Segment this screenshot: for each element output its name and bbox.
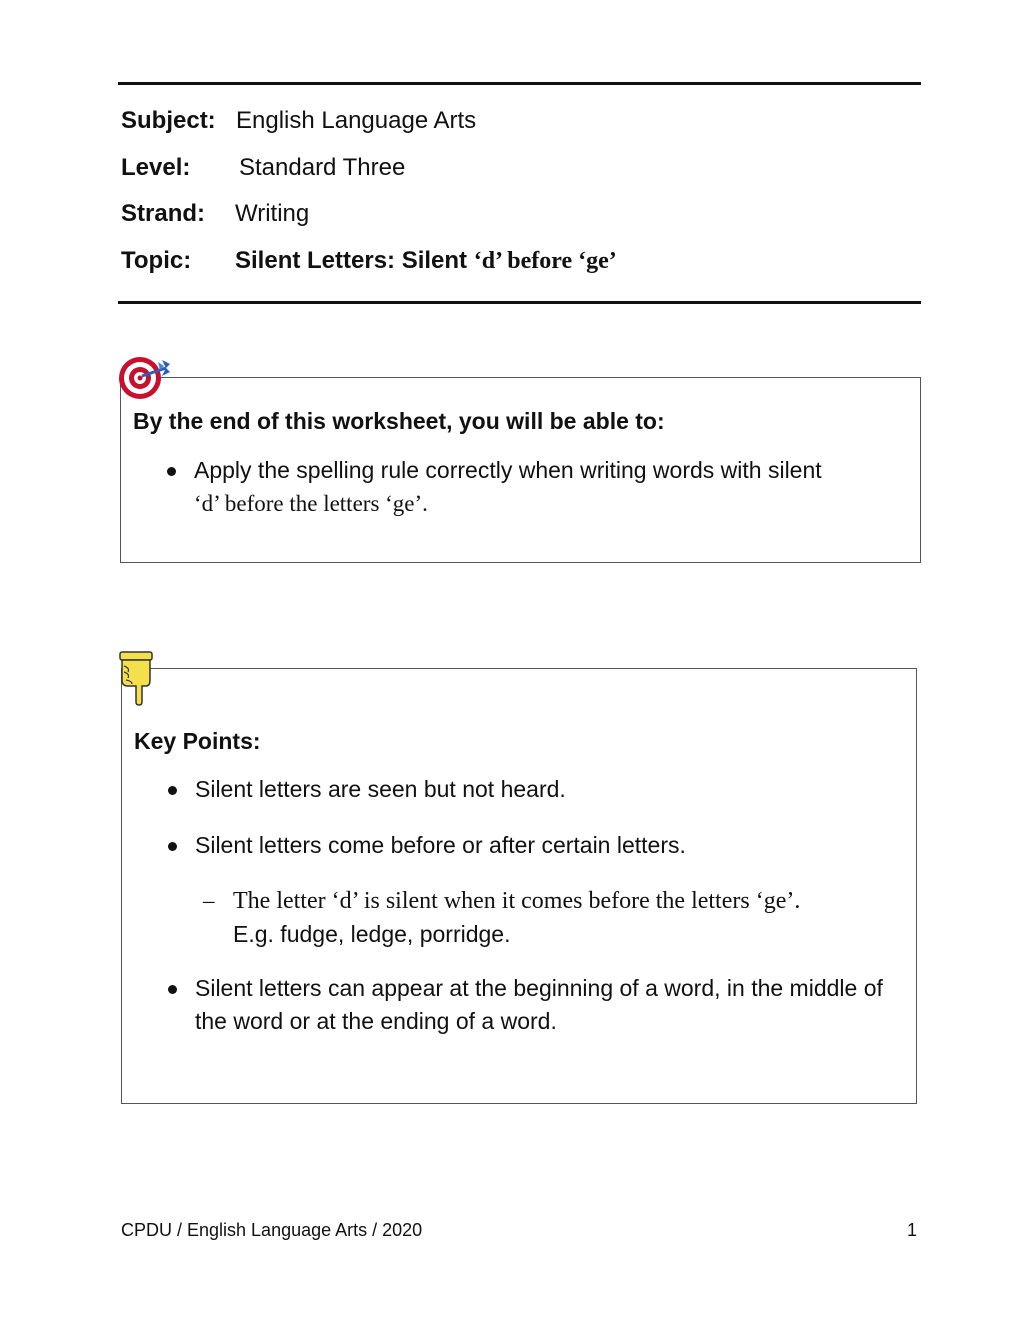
topic-value-part1: Silent Letters: Silent xyxy=(235,247,474,274)
list-item xyxy=(195,773,900,806)
target-icon xyxy=(118,352,174,402)
key-point-3: Silent letters can appear at the beginning of a word, in the middle of the word or at the ending of a word. xyxy=(195,975,883,1034)
footer-text: CPDU / English Language Arts / 2020 xyxy=(121,1220,423,1240)
subject-label: Subject: xyxy=(121,107,216,134)
pointing-hand-icon xyxy=(118,650,156,706)
bullet-dot xyxy=(168,786,177,795)
strand-label: Strand: xyxy=(121,200,205,227)
strand-value: Writing xyxy=(235,200,310,227)
topic-value xyxy=(235,247,617,275)
level-value: Standard Three xyxy=(239,154,406,181)
sub-point-line2: E.g. fudge, ledge, porridge. xyxy=(233,921,511,947)
list-item xyxy=(203,884,893,951)
bullet-dot xyxy=(168,985,177,994)
strand-row xyxy=(121,200,309,228)
sub-point-line1: The letter ‘d’ is silent when it comes before the letters ‘ge’. xyxy=(233,888,801,914)
bullet-dot xyxy=(168,842,177,851)
level-row xyxy=(121,154,405,182)
topic-row xyxy=(121,247,617,275)
key-point-2: Silent letters come before or after certain letters. xyxy=(195,832,686,858)
top-rule xyxy=(118,82,921,85)
dash-marker: – xyxy=(203,888,215,913)
objective-line2: ‘d’ before the letters ‘ge’. xyxy=(194,491,428,516)
subject-value: English Language Arts xyxy=(236,107,477,134)
objectives-list xyxy=(194,454,904,520)
objectives-heading: By the end of this worksheet, you will be able to: xyxy=(133,408,665,434)
level-label: Level: xyxy=(121,154,191,181)
list-item xyxy=(194,454,904,520)
page-number: 1 xyxy=(907,1220,918,1240)
key-points-sub-list xyxy=(203,884,893,951)
list-item xyxy=(195,829,900,862)
topic-value-part2: ‘d’ before ‘ge’ xyxy=(473,248,617,274)
bottom-rule xyxy=(118,301,921,304)
bullet-dot xyxy=(167,467,176,476)
key-point-1: Silent letters are seen but not heard. xyxy=(195,776,566,802)
list-item xyxy=(195,972,900,1038)
topic-label: Topic: xyxy=(121,247,192,274)
key-points-heading: Key Points: xyxy=(134,728,261,754)
subject-row xyxy=(121,107,476,135)
objective-line1: Apply the spelling rule correctly when writing words with silent xyxy=(194,457,822,483)
key-points-list-3 xyxy=(195,972,900,1038)
key-points-list-2 xyxy=(195,829,900,862)
key-points-list xyxy=(195,773,900,806)
